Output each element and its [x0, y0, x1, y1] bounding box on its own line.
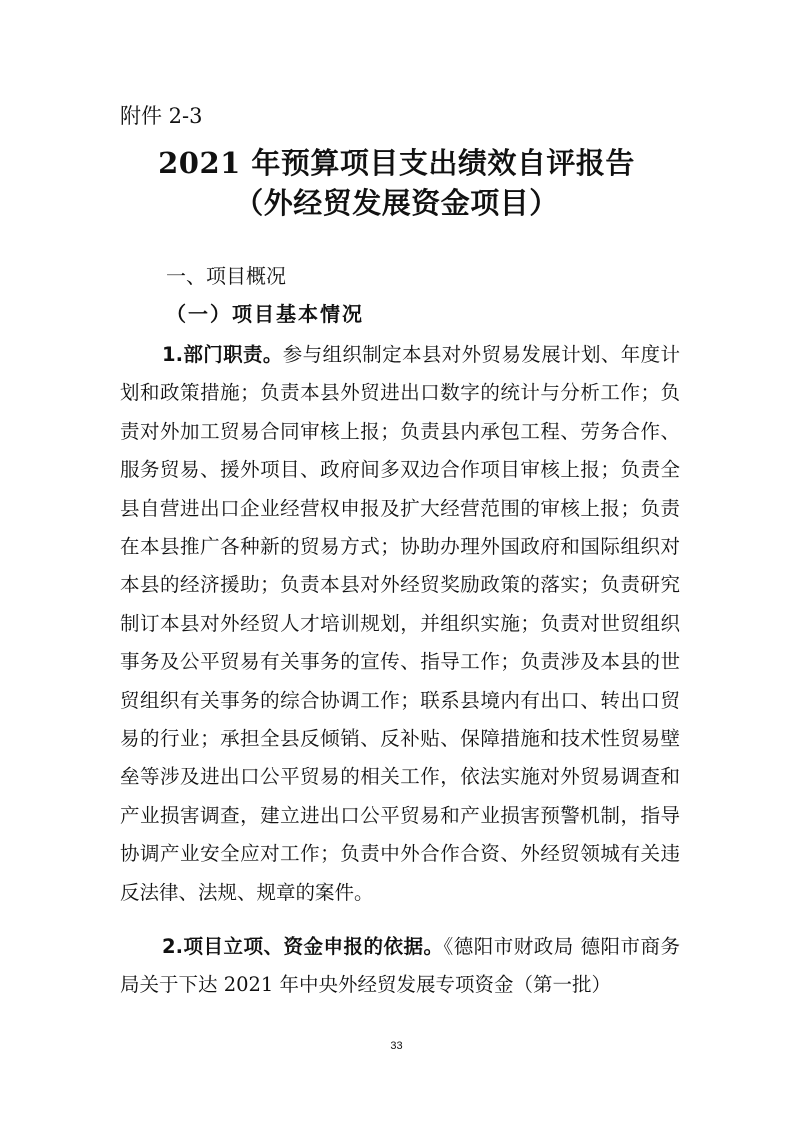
- subsection-heading: （一）项目基本情况: [166, 302, 364, 326]
- paragraph-department-duties: [120, 336, 680, 912]
- attachment-label: 附件 2-3: [120, 104, 203, 128]
- paragraph-lead: 2.项目立项、资金申报的依据。: [162, 935, 444, 958]
- paragraph-text: 参与组织制定本县对外贸易发展计划、年度计划和政策措施；负责本县外贸进出口数字的统计与分析工作；负责对外加工贸易合同审核上报；负责县内承包工程、劳务合作、服务贸易、援外项目、政府间多双边合作项目审核上报；负责全县自营进出口企业经营权申报及扩大经营范围的审核上报；负责在本县推广各种新的贸易方式；协助办理外国政府和国际组织对本县的经济援助；负责本县对外经贸奖励政策的落实；负责研究制订本县对外经贸人才培训规划，并组织实施；负责对世贸组织事务及公平贸易有关事务的宣传、指导工作；负责涉及本县的世贸组织有关事务的综合协调工作；联系县境内有出口、转出口贸易的行业；承担全县反倾销、反补贴、保障措施和技术性贸易壁垒等涉及进出口公平贸易的相关工作，依法实施对外贸易调查和产业损害调查，建立进出口公平贸易和产业损害预警机制，指导协调产业安全应对工作；负责中外合作合资、外经贸领城有关违反法律、法规、规章的案件。: [120, 343, 680, 904]
- paragraph-project-basis: [120, 928, 680, 1005]
- section-heading: 一、项目概况: [166, 264, 286, 288]
- paragraph-text: 《德阳市财政局 德阳市商务局关于下达 2021 年中央外经贸发展专项资金（第一批）: [120, 935, 680, 997]
- report-subtitle: （外经贸发展资金项目）: [234, 186, 559, 220]
- page-number: 33: [390, 1040, 403, 1052]
- paragraph-lead: 1.部门职责。: [162, 343, 283, 366]
- report-title: 2021 年预算项目支出绩效自评报告: [158, 146, 635, 180]
